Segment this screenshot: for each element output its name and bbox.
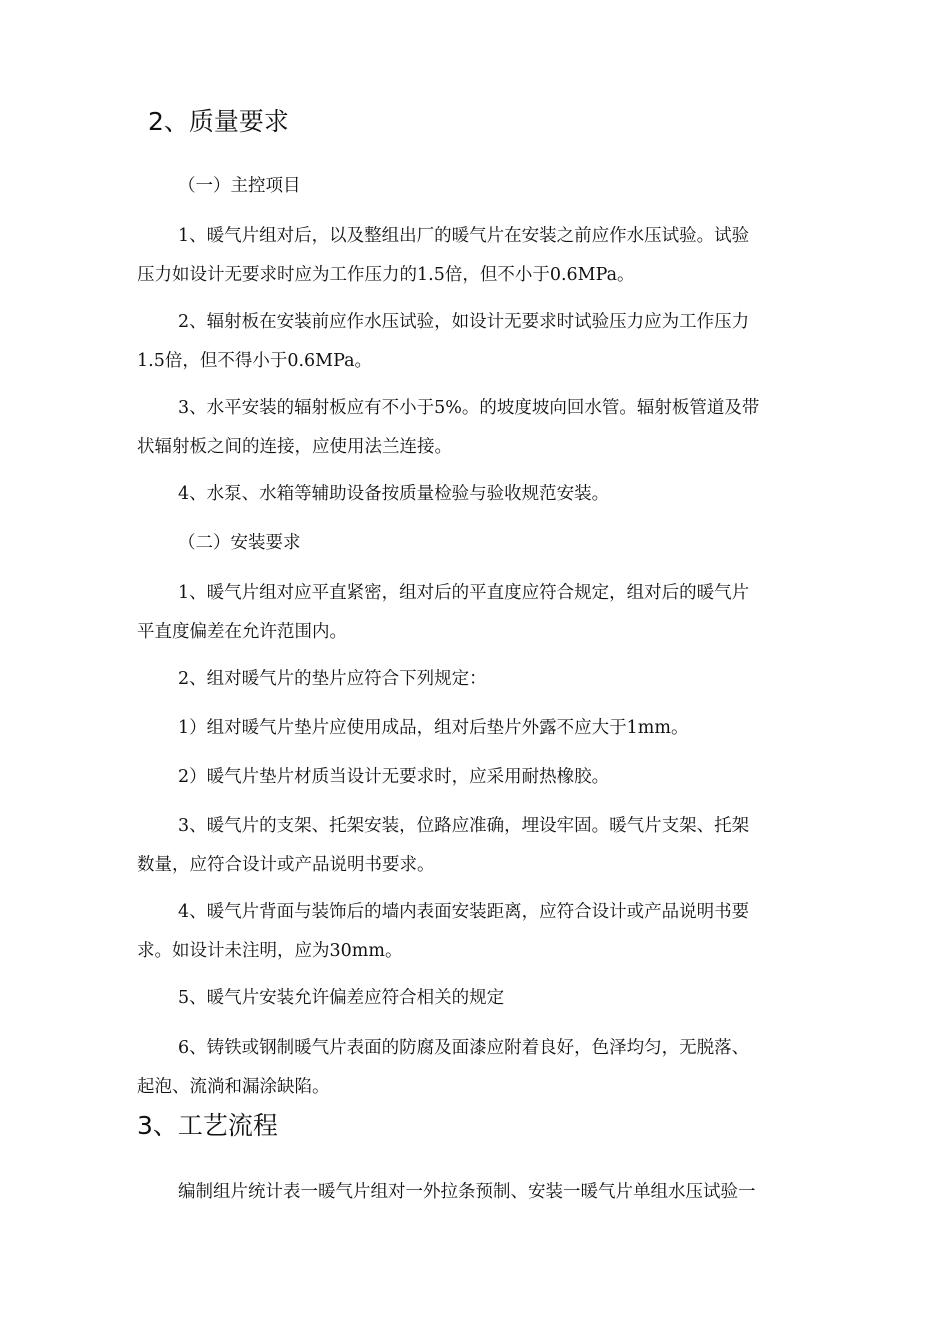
quality-item-2 <box>137 303 827 381</box>
install-item-3 <box>137 807 827 885</box>
quality-item-2-line-2: 1.5倍，但不得小于0.6MPa。 <box>137 351 373 371</box>
quality-item-4: 4、水泵、水箱等辅助设备按质量检验与验收规范安装。 <box>178 484 610 504</box>
quality-item-3-line-1: 3、水平安装的辐射板应有不小于5%。的坡度坡向回水管。辐射板管道及带 <box>178 398 760 418</box>
subsection-1-title: （一）主控项目 <box>178 176 301 196</box>
install-item-1-line-1: 1、暖气片组对应平直紧密，组对后的平直度应符合规定，组对后的暖气片 <box>178 583 750 603</box>
section-3-heading: 3、工艺流程 <box>137 1111 278 1140</box>
quality-item-1 <box>137 217 827 295</box>
quality-item-3 <box>137 389 827 467</box>
install-item-5: 5、暖气片安装允许偏差应符合相关的规定 <box>178 988 505 1008</box>
install-item-3-line-2: 数量，应符合设计或产品说明书要求。 <box>137 855 435 875</box>
install-item-1 <box>137 574 827 652</box>
install-item-6-line-1: 6、铸铁或钢制暖气片表面的防腐及面漆应附着良好，色泽均匀，无脱落、 <box>178 1038 750 1058</box>
install-item-4-line-1: 4、暖气片背面与装饰后的墙内表面安装距离，应符合设计或产品说明书要 <box>178 902 750 922</box>
install-item-4-line-2: 求。如设计未注明，应为30mm。 <box>137 941 403 961</box>
section-2-heading: 2、质量要求 <box>148 107 289 136</box>
quality-item-2-line-1: 2、辐射板在安装前应作水压试验，如设计无要求时试验压力应为工作压力 <box>178 312 750 332</box>
install-item-2-sub-1: 1）组对暖气片垫片应使用成品，组对后垫片外露不应大于1mm。 <box>178 718 689 738</box>
quality-item-3-line-2: 状辐射板之间的连接，应使用法兰连接。 <box>137 437 452 457</box>
subsection-2-title: （二）安装要求 <box>178 533 301 553</box>
install-item-2: 2、组对暖气片的垫片应符合下列规定： <box>178 669 487 689</box>
install-item-1-line-2: 平直度偏差在允许范围内。 <box>137 622 347 642</box>
quality-item-1-line-2: 压力如设计无要求时应为工作压力的1.5倍，但不小于0.6MPa。 <box>137 265 635 285</box>
install-item-6-line-2: 起泡、流淌和漏涂缺陷。 <box>137 1077 330 1097</box>
install-item-4 <box>137 893 827 971</box>
process-flow-text: 编制组片统计表一暖气片组对一外拉条预制、安装一暖气片单组水压试验一 <box>178 1182 756 1202</box>
install-item-6 <box>137 1029 827 1107</box>
quality-item-1-line-1: 1、暖气片组对后，以及整组出厂的暖气片在安装之前应作水压试验。试验 <box>178 226 750 246</box>
install-item-2-sub-2: 2）暖气片垫片材质当设计无要求时，应采用耐热橡胶。 <box>178 767 610 787</box>
install-item-3-line-1: 3、暖气片的支架、托架安装，位路应准确，埋设牢固。暖气片支架、托架 <box>178 816 750 836</box>
